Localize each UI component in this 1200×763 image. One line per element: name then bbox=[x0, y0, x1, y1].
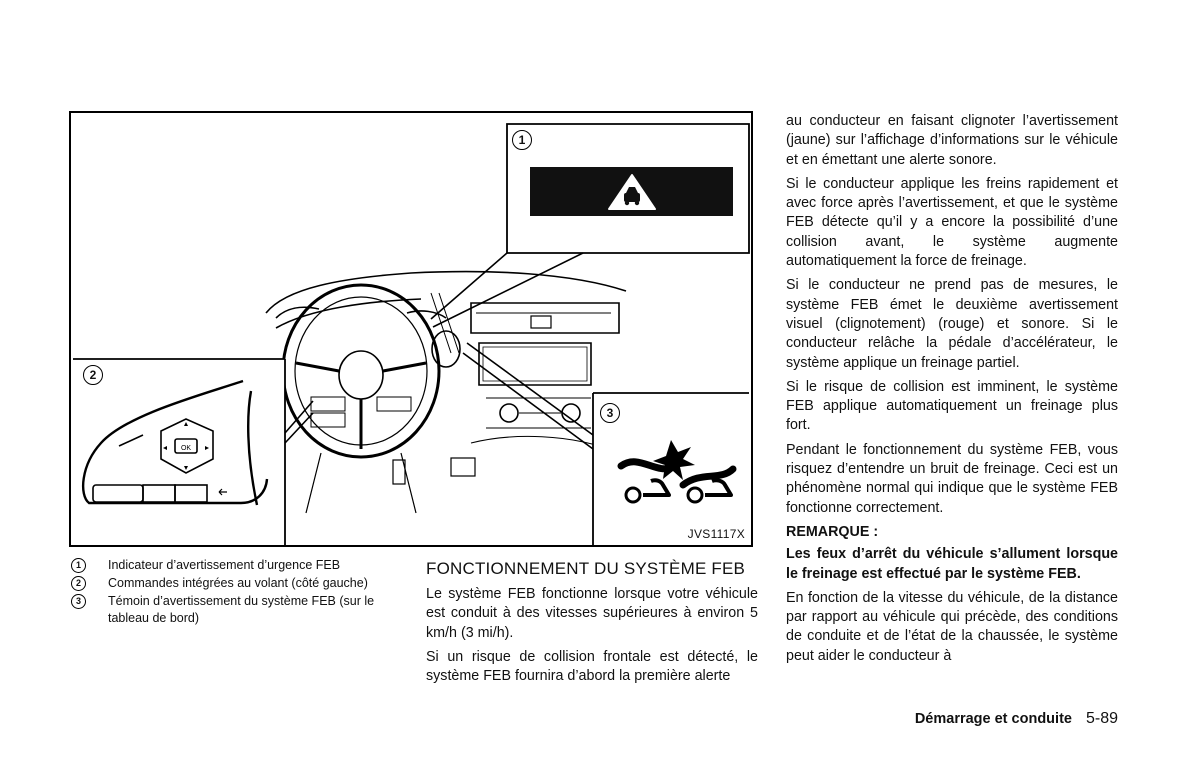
body-paragraph: au conducteur en faisant clignoter l’avertissement (jaune) sur l’affichage d’informations sur le véhicule et en émettant une alerte sonore. bbox=[786, 113, 1118, 168]
remark-text: Les feux d’arrêt du véhicule s’allument lorsque le freinage est effectué par le système FEB. bbox=[786, 546, 1118, 582]
switch-ok-label: OK bbox=[180, 445, 192, 452]
callout-number-2: 2 bbox=[83, 365, 103, 385]
callout-number-1: 1 bbox=[512, 130, 532, 150]
legend-item bbox=[69, 557, 409, 574]
section-title: FONCTIONNEMENT DU SYSTÈME FEB bbox=[426, 559, 746, 578]
footer-section-title: Démarrage et conduite bbox=[914, 711, 1072, 727]
page-number: 5-89 bbox=[1085, 710, 1118, 727]
figure-illustration bbox=[69, 111, 753, 547]
figure-legend bbox=[69, 557, 409, 628]
legend-number: 3 bbox=[71, 594, 86, 609]
right-column bbox=[786, 112, 1118, 671]
legend-text: Témoin d’avertissement du système FEB (sur le tableau de bord) bbox=[108, 594, 375, 625]
body-paragraph: En fonction de la vitesse du véhicule, de la distance par rapport au véhicule qui précède, des conditions de conduite et de l’état de la chaussée, le système peut aider le conducteur à bbox=[786, 589, 1118, 664]
callout-number-3: 3 bbox=[600, 403, 620, 423]
body-paragraph: Si le conducteur ne prend pas de mesures, le système FEB émet le deuxième avertissement visuel (clignotement) (rouge) et sonore. Si le conducteur relâche la pédale d’accélérateur, le système applique un freinage partiel. bbox=[786, 277, 1118, 371]
legend-number: 1 bbox=[71, 558, 86, 573]
body-paragraph: Si le conducteur applique les freins rapidement et avec force après l’avertissement, et que le système FEB détecte qu’il y a encore la possibilité d’une collision avant, le système augmente automatiquement la force de freinage. bbox=[786, 175, 1118, 270]
dashboard-drawing bbox=[266, 272, 626, 513]
body-paragraph: Si un risque de collision frontale est détecté, le système FEB fournira d’abord la première alerte bbox=[426, 648, 758, 685]
body-paragraph: Si le risque de collision est imminent, le système FEB applique automatiquement un freinage plus fort. bbox=[786, 378, 1118, 434]
middle-column bbox=[426, 558, 758, 691]
figure-code: JVS1117X bbox=[687, 527, 745, 541]
callout-frame-3 bbox=[463, 343, 749, 545]
dashboard-illustration bbox=[71, 113, 751, 545]
remark-title: REMARQUE : bbox=[786, 523, 879, 540]
body-paragraph: Pendant le fonctionnement du système FEB, vous risquez d’entendre un bruit de freinage. Ceci est un phénomène normal qui indique que le système FEB fonctionne correctement. bbox=[786, 441, 1118, 516]
legend-item bbox=[69, 575, 409, 592]
legend-text: Indicateur d’avertissement d’urgence FEB bbox=[108, 558, 341, 572]
callout-frame-2 bbox=[73, 359, 313, 545]
body-paragraph: Le système FEB fonctionne lorsque votre véhicule est conduit à des vitesses supérieures à environ 5 km/h (3 mi/h). bbox=[426, 586, 758, 641]
page-footer bbox=[915, 710, 1118, 728]
legend-item bbox=[69, 593, 409, 627]
legend-text: Commandes intégrées au volant (côté gauche) bbox=[108, 576, 368, 590]
callout-frame-1 bbox=[431, 124, 749, 327]
legend-number: 2 bbox=[71, 576, 86, 591]
